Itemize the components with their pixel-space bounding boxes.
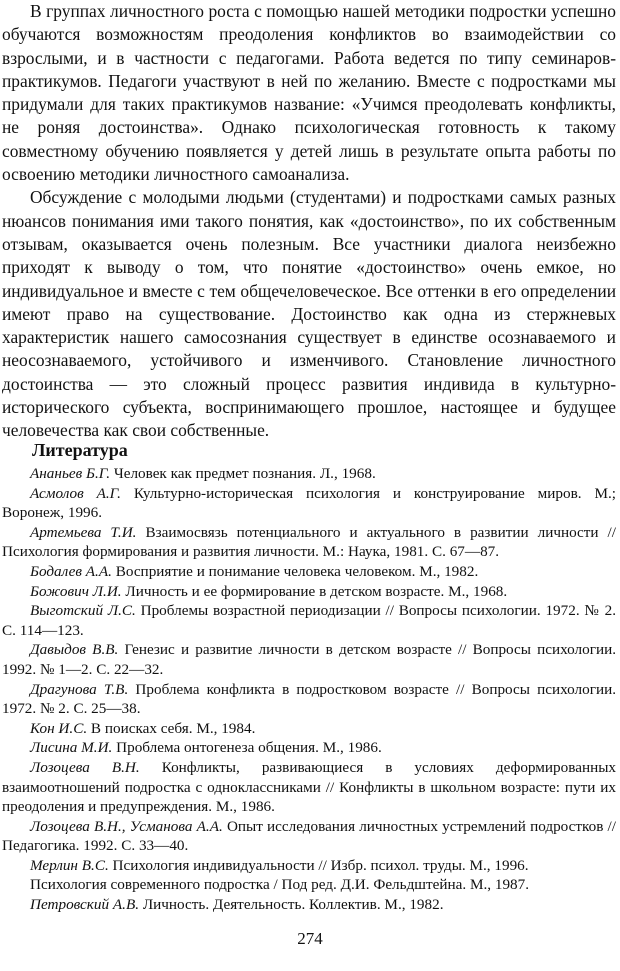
- reference-list: [2, 464, 616, 915]
- reference-author: Давыдов В.В.: [30, 641, 119, 659]
- reference-author: Драгунова Т.В.: [30, 680, 129, 698]
- reference-text: Взаимосвязь потенциального и актуального в развитии личности // Психология формирования и развития личности. М.: Наука, 1981. С. 67—87.: [2, 523, 616, 561]
- reference-text: Проблема конфликта в подростковом возрасте // Вопросы психологии. 1972. № 2. С. 25—38.: [2, 680, 616, 718]
- reference-author: Лозоцева В.Н., Усманова А.А.: [30, 817, 223, 835]
- reference-text: Конфликты, развивающиеся в условиях деформированных взаимоотношений подростка с одноклассниками // Конфликты в школьном возрасте: пути их преодоления и предупреждения. М., 1986.: [2, 758, 616, 816]
- page-number: 274: [297, 929, 323, 948]
- reference-item: [2, 601, 616, 640]
- paragraph: В группах личностного роста с помощью нашей методики подростки успешно обучаются возможностям преодоления конфликтов во взаимодействии со взрослыми, и в частности с педагогами. Работа ведется по типу семинаров-практикумов. Педагоги участвуют в ней по желанию. Вместе с подростками мы придумали для таких практикумов название: «Учимся преодолевать конфликты, не роняя достоинства». Однако психологическая готовность к такому совместному обучению появляется у детей лишь в результате опыта работы по освоению методики личностного самоанализа.: [2, 1, 616, 185]
- reference-item: [2, 817, 616, 856]
- reference-item: [2, 875, 616, 895]
- reference-item: [2, 640, 616, 679]
- reference-author: Лозоцева В.Н.: [30, 758, 140, 776]
- reference-author: Артемьева Т.И.: [30, 523, 137, 541]
- reference-item: [2, 856, 616, 876]
- reference-text: Генезис и развитие личности в детском возрасте // Вопросы психологии. 1992. № 1—2. С. 22—32.: [2, 641, 616, 678]
- reference-text: Личность. Деятельность. Коллектив. М., 1982.: [139, 896, 444, 914]
- reference-text: В поисках себя. М., 1984.: [87, 719, 256, 737]
- reference-text: Психология индивидуальности // Избр. психол. труды. М., 1996.: [108, 856, 529, 874]
- reference-author: Ананьев Б.Г.: [30, 465, 111, 482]
- reference-author: Бодалев А.А.: [30, 562, 112, 580]
- reference-item: [2, 758, 616, 817]
- reference-author: Кон И.С.: [30, 719, 88, 737]
- reference-item: [2, 484, 616, 523]
- reference-item: [2, 895, 616, 915]
- reference-text: Проблема онтогенеза общения. М., 1986.: [112, 739, 382, 757]
- reference-text: Человек как предмет познания. Л., 1968.: [110, 465, 376, 482]
- body-text: [2, 0, 616, 443]
- reference-author: Выготский Л.С.: [30, 602, 136, 620]
- reference-item: [2, 523, 616, 562]
- reference-author: Мерлин В.С.: [30, 856, 109, 874]
- reference-item: [2, 680, 616, 719]
- reference-author: Божович Л.И.: [30, 582, 122, 600]
- reference-text: Психология современного подростка / Под ред. Д.И. Фельдштейна. М., 1987.: [30, 876, 530, 894]
- reference-author: Лисина М.И.: [30, 739, 113, 757]
- reference-text: Проблемы возрастной периодизации // Вопросы психологии. 1972. № 2. С. 114—123.: [2, 602, 616, 639]
- reference-author: Петровский А.В.: [30, 896, 140, 914]
- reference-item: [2, 582, 616, 602]
- paragraph: Обсуждение с молодыми людьми (студентами) и подростками самых разных нюансов понимания ими такого понятия, как «достоинство», по их собственным отзывам, оказывается очень полезным. Все участники диалога неизбежно приходят к выводу о том, что понятие «достоинство» очень емкое, но индивидуальное и вместе с тем общечеловеческое. Все оттенки в его определении имеют право на существование. Достоинство как одна из стержневых характеристик нашего самосознания существует в единстве осознаваемого и неосознаваемого, устойчивого и изменчивого. Становление личностного достоинства — это сложный процесс развития индивида в культурно-исторического субъекта, воспринимающего прошлое, настоящее и будущее человечества как свои собственные.: [2, 187, 616, 441]
- reference-text: Личность и ее формирование в детском возрасте. М., 1968.: [121, 582, 508, 600]
- literature-heading: Литература: [32, 440, 128, 460]
- reference-author: Асмолов А.Г.: [30, 484, 121, 502]
- reference-text: Культурно-историческая психология и конструирование миров. М.; Воронеж, 1996.: [2, 484, 616, 522]
- reference-text: Восприятие и понимание человека человеком. М., 1982.: [111, 562, 479, 580]
- reference-item: [2, 719, 616, 739]
- reference-item: [2, 738, 616, 758]
- reference-text: Опыт исследования личностных устремлений подростков // Педагогика. 1992. С. 33—40.: [2, 817, 616, 855]
- reference-item: [2, 464, 616, 484]
- reference-item: [2, 562, 616, 582]
